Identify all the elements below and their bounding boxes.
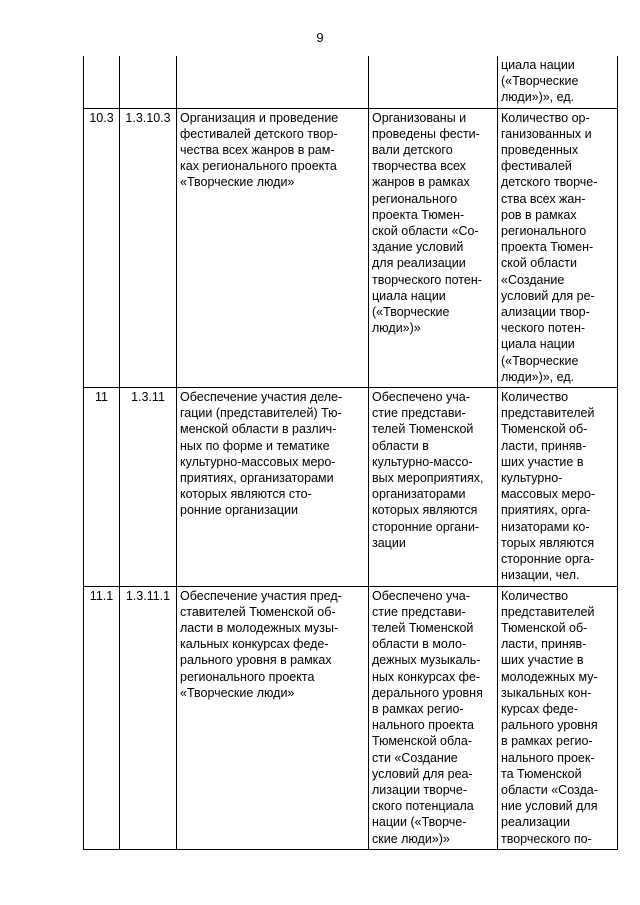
cell-event: Обеспечение участия пред- ставителей Тюменской об- ласти в молодежных музы- кальных конкурсах феде- рального уровня в рамках регионального проекта «Творческие люди» xyxy=(177,586,369,849)
cell-result: Обеспечено уча- стие представи- телей Тюменской области в культурно-массо- вых мероприятиях, организаторами которых являются сторонние органи- зации xyxy=(369,388,498,586)
cell-indicator: Количество ор- ганизованных и проведенных фестивалей детского творче- ства всех жан- ров в рамках регионального проекта Тюмен- ской области «Создание условий для ре- ализации твор- ческого потен- циала нации («Творческие люди»)», ед. xyxy=(498,108,618,387)
cell-event xyxy=(177,56,369,108)
cell-code: 1.3.11.1 xyxy=(120,586,177,849)
table-row xyxy=(84,388,618,586)
cell-number: 11 xyxy=(84,388,120,586)
cell-result: Организованы и проведены фести- вали детского творчества всех жанров в рамках регионального проекта Тюмен- ской области «Со- здание условий для реализации творческого потен- циала нации («Творческие люди»)» xyxy=(369,108,498,387)
page-number: 9 xyxy=(316,30,324,45)
cell-code: 1.3.11 xyxy=(120,388,177,586)
cell-indicator: циала нации («Творческие люди»)», ед. xyxy=(498,56,618,108)
cell-number: 11.1 xyxy=(84,586,120,849)
table-row xyxy=(84,108,618,387)
cell-number xyxy=(84,56,120,108)
cell-result: Обеспечено уча- стие представи- телей Тюменской области в моло- дежных музыкаль- ных конкурсах фе- дерального уровня в рамках регио- нального проекта Тюменской обла- сти «Создание условий для реа- лизации творче- ского потенциала нации («Творче- ские люди»)» xyxy=(369,586,498,849)
cell-event: Организация и проведение фестивалей детского твор- чества всех жанров в рам- ках регионального проекта «Творческие люди» xyxy=(177,108,369,387)
cell-indicator: Количество представителей Тюменской об- ласти, приняв- ших участие в культурно- массовых меро- приятиях, орга- низаторами ко- торых являются сторонние орга- низации, чел. xyxy=(498,388,618,586)
cell-event: Обеспечение участия деле- гации (представителей) Тю- менской области в различ- ных по форме и тематике культурно-массовых меро- приятиях, организаторами которых являются сто- ронние организации xyxy=(177,388,369,586)
cell-number: 10.3 xyxy=(84,108,120,387)
table-row xyxy=(84,586,618,849)
cell-indicator: Количество представителей Тюменской об- ласти, приняв- ших участие в молодежных му- зыкальных кон- курсах феде- рального уровня в рамках регио- нального проек- та Тюменской области «Созда- ние условий для реализации творческого по- xyxy=(498,586,618,849)
table-row-continued xyxy=(84,56,618,108)
cell-result xyxy=(369,56,498,108)
program-table xyxy=(83,56,618,850)
cell-code: 1.3.10.3 xyxy=(120,108,177,387)
cell-code xyxy=(120,56,177,108)
